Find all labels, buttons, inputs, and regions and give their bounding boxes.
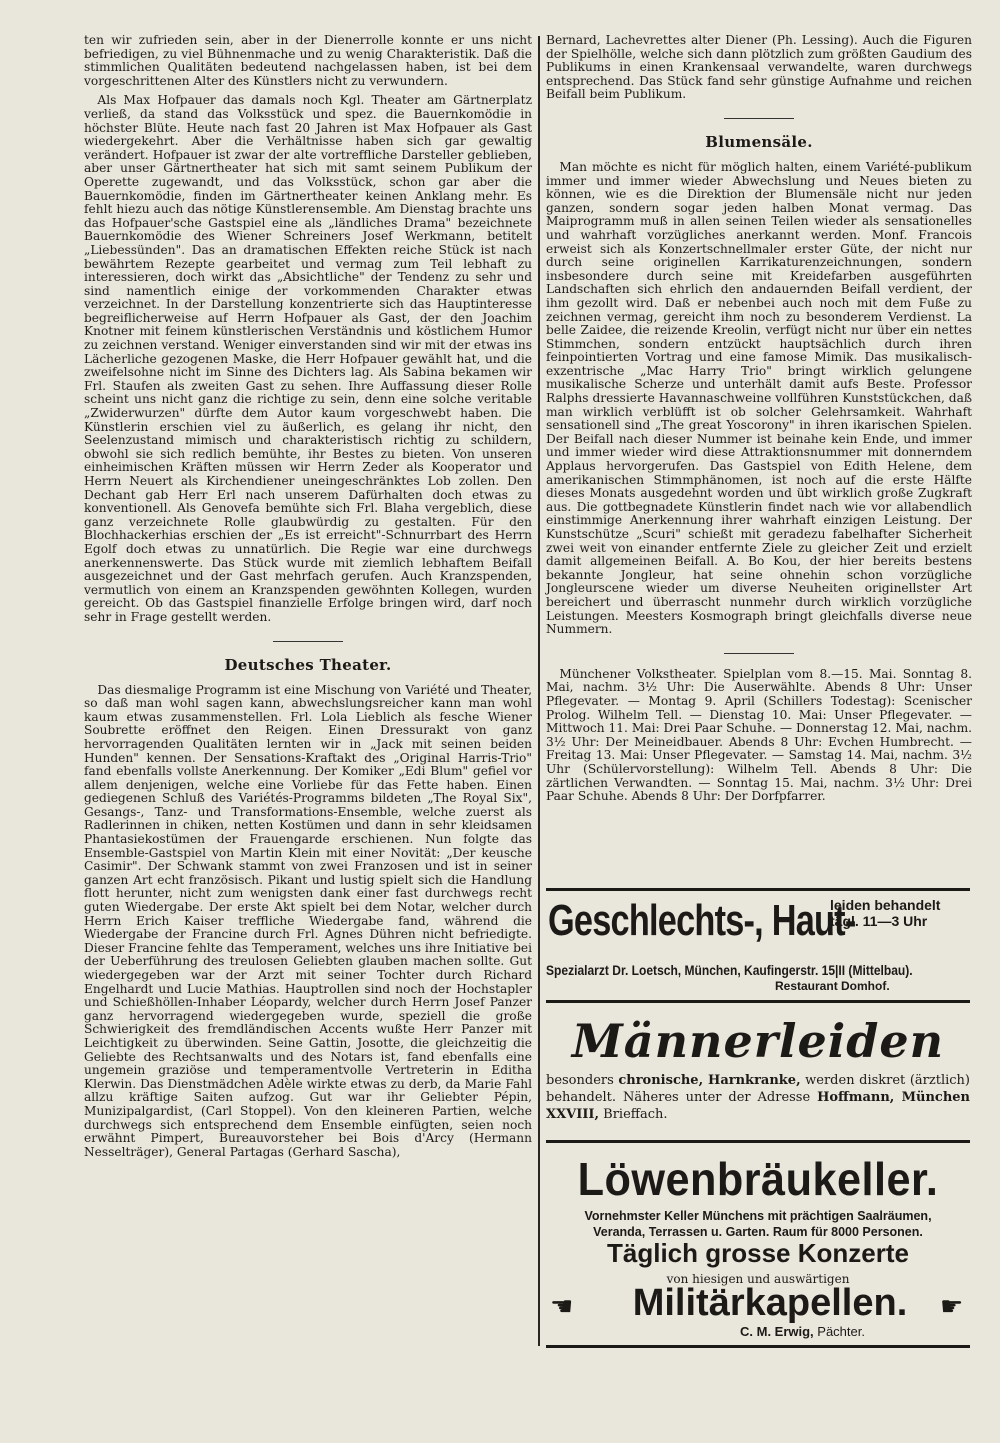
ad-line: Vornehmster Keller Münchens mit prächtigen Saalräumen, bbox=[584, 1209, 932, 1223]
ad-restaurant: Restaurant Domhof. bbox=[775, 979, 890, 993]
ad-signature-role: Pächter. bbox=[813, 1324, 865, 1339]
section-heading: Deutsches Theater. bbox=[224, 655, 392, 674]
column-rule bbox=[538, 36, 540, 1346]
ad-signature bbox=[740, 1324, 865, 1339]
ad-side-line: leiden behandelt bbox=[830, 897, 941, 913]
article-paragraph: ten wir zufrieden sein, aber in der Dienerrolle konnte er uns nicht befriedigen, zu viel Bühnenmache und zu wenig Charakteristik. Daß die stimmlichen Qualitäten bedeutend nachgelassen haben, ist bei dem vorgeschrittenen Alter des Künstlers nicht zu verwundern. bbox=[84, 33, 532, 88]
section-divider bbox=[724, 118, 794, 119]
right-column bbox=[546, 34, 972, 804]
left-column bbox=[84, 34, 532, 1159]
ad-text-part: Brieffach. bbox=[599, 1107, 668, 1122]
ad-title: Männerleiden bbox=[571, 1014, 945, 1068]
ad-line: Veranda, Terrassen u. Garten. Raum für 8000 Personen. bbox=[593, 1225, 923, 1239]
ad-signature-name: C. M. Erwig, bbox=[740, 1324, 814, 1339]
article-paragraph: Bernard, Lachevrettes alter Diener (Ph. Lessing). Auch die Figuren der Spielhölle, welche sich dann plötzlich zum größten Gaudium des Publikums in einen Krankensaal verwandelte, waren durchwegs entsprechend. Das Stück fand sehr günstige Aufnahme und reichen Beifall beim Publikum. bbox=[546, 33, 972, 102]
ad-text bbox=[546, 1072, 970, 1123]
ad-text-bold: Hoffmann, München XXVIII, bbox=[546, 1090, 970, 1122]
article-paragraph: Das diesmalige Programm ist eine Mischung von Variété und Theater, so daß man wohl sagen kann, abwechslungsreicher kann man wohl kaum etwas zusammenstellen. Frl. Lola Lieblich als fesche Wiener Soubrette eröffnet den Reigen. Einen Dressurakt von ganz hervorragenden Qualitäten lernten wir in „Jack mit seinen beiden Hunden" kennen. Der Sensations-Kraftakt des „Original Harris-Trio" fand ebenfalls vollste Anerkennung. Der Komiker „Edi Blum" gefiel vor allem denjenigen, welche eine Vorliebe für das Fette haben. Einen gediegenen Schluß des Variétés-Programms bildeten „The Royal Six", Gesangs-, Tanz- und Transformations-Ensemble, welche zuerst als Radlerinnen in chiken, netten Kostümen und dann in sehr kleidsamen Phantasiekostümen der Frauengarde erschienen. Nun folgte das Ensemble-Gastspiel von Martin Klein mit einer Novität: „Der keusche Casimir". Der Schwank stammt von zwei Franzosen und ist in seiner ganzen Art echt französisch. Pikant und lustig spielt sich die Handlung flott herunter, nicht zum wenigsten dank einer fast durchwegs recht guten Wiedergabe. Der erste Akt spielt bei dem Notar, welcher durch Herrn Erich Kaiser treffliche Wiedergabe fand, während die Wiedergabe der Francine durch Frl. Agnes Dühren nicht befriedigte. Dieser Francine fehlte das Temperament, welches uns ihre Initiative bei der Ueberführung des treulosen Geliebten glauben machen sollte. Gut wiedergegeben war der Arzt mit seiner Tochter durch Richard Engelhardt und Lucie Mathias. Hauptrollen sind noch der Hochstapler und Schießhöllen-Inhaber Léopardy, welcher durch Herrn Josef Panzer ganz hervorragend wiedergegeben wurde, speziell die große Schwierigkeit des fremdländischen Accents wußte Herr Panzer mit Leichtigkeit zu überwinden. Seine Gattin, Josotte, die gleichzeitig die Geliebte des Rechtsanwalts und des Notars ist, fand ebenfalls eine ungemein graziöse und temperamentvolle Vertreterin in Editha Klerwin. Das Dienstmädchen Adèle wirkte etwas zu derb, da Marie Fahl allzu kräftige Saiten aufzog. Gut war ihr Geliebter Pépin, Munizipalgardist, (Carl Stoppel). Von den kleineren Partien, welche durchwegs sich entsprechend dem Ensemble einfügten, seien noch erwähnt Pimpert, Bureauvorsteher bei Bois d'Arcy (Hermann Nesselträger), General Partagas (Gerhard Sascha), bbox=[84, 682, 532, 1159]
article-paragraph: Man möchte es nicht für möglich halten, einem Variété-publikum immer und immer wieder Abwechslung und Neues bieten zu können, wie es die Direktion der Blumensäle nicht nur jeden ganzen, sondern sogar jeden halben Monat vermag. Das Maiprogramm muß in allen seinen Teilen wieder als sensationelles und wahrhaft vorzügliches anerkannt werden. Monf. Francois erweist sich als Konzertschnellmaler erster Güte, der nicht nur durch seine originellen Karrikaturenzeichnungen, sondern insbesondere durch seine mit Kreidefarben ausgeführten Landschaften sich ehrlich den andauernden Beifall verdient, der ihm gezollt wird. Daß er nebenbei auch noch mit dem Fuße zu zeichnen vermag, gereicht ihm noch zu besonderem Verdienst. La belle Zaidee, die reizende Kreolin, verfügt nicht nur über ein nettes Stimmchen, sondern entzückt hauptsächlich durch ihren feinpointierten Vortrag und eine famose Mimik. Das musikalisch-exzentrische „Mac Harry Trio" bringt wirklich gelungene musikalische Scherze und unterhält damit aufs Beste. Professor Ralphs dressierte Havannaschweine vollführen Kunststückchen, daß man wirklich verblüfft ist ob solcher Gelehrsamkeit. Wahrhaft sensationell sind „The great Yoscorony" in ihren ikarischen Spielen. Der Beifall nach dieser Nummer ist beinahe kein Ende, und immer und immer wieder wird diese Attraktionsnummer mit donnerndem Applaus hervorgerufen. Das Gastspiel von Edith Helene, dem amerikanischen Stimmphänomen, ist noch auf die erste Hälfte dieses Monats ausgedehnt worden und übt wirklich große Zugkraft aus. Die gottbegnadete Künstlerin findet nach wie vor allabendlich einstimmige Anerkennung ihrer wahrhaft einzigen Leistung. Der Kunstschütze „Scuri" schießt mit geradezu fabelhafter Sicherheit zwei weit von einander entfernte Ziele zu gleicher Zeit und erzielt damit allgemeinen Beifall. A. Bo Kou, der hier bereits bestens bekannte Jongleur, hat seine ohnehin schon vorzügliche Jongleurscene wieder um diverse Neuheiten originellster Art bereichert und überrascht nunmehr durch wirklich vorzügliche Leistungen. Meesters Kosmograph bringt gleichfalls diverse neue Nummern. bbox=[546, 159, 972, 637]
section-heading: Blumensäle. bbox=[705, 132, 813, 151]
article-paragraph: Münchener Volkstheater. Spielplan vom 8.—15. Mai. Sonntag 8. Mai, nachm. 3½ Uhr: Die Auserwählte. Abends 8 Uhr: Unser Pflegevater. — Montag 9. April (Schillers Todestag): Scenischer Prolog. Wilhelm Tell. — Dienstag 10. Mai: Unser Pflegevater. — Mittwoch 11. Mai: Drei Paar Schuhe. — Donnerstag 12. Mai, nachm. 3½ Uhr: Der Meineidbauer. Abends 8 Uhr: Evchen Humbrecht. — Freitag 13. Mai: Unser Pflegevater. — Samstag 14. Mai, nachm. 3½ Uhr (Schülervorstellung): Wilhelm Tell. Abends 8 Uhr: Die zärtlichen Verwandten. — Sonntag 15. Mai, nachm. 3½ Uhr: Drei Paar Schuhe. Abends 8 Uhr: Der Dorfpfarrer. bbox=[546, 666, 972, 804]
ad-subline: Spezialarzt Dr. Loetsch, München, Kaufingerstr. 15|II (Mittelbau). bbox=[546, 962, 913, 978]
ad-side-text bbox=[830, 897, 970, 929]
ad-militaerkapellen: Militärkapellen. bbox=[632, 1282, 908, 1324]
ad-side-line: tägl. 11—3 Uhr bbox=[830, 913, 928, 929]
pointing-hand-icon: ☛ bbox=[940, 1292, 964, 1322]
ad-text-bold: chronische, Harnkranke, bbox=[618, 1073, 801, 1088]
ad-title: Löwenbräukeller. bbox=[577, 1153, 939, 1205]
ad-border bbox=[546, 1345, 970, 1348]
ad-title: Geschlechts-, Haut- bbox=[548, 896, 856, 945]
ad-text-part: werden diskret (ärztlich) behandelt. Näheres unter der Adresse bbox=[546, 1073, 970, 1105]
ad-von: von hiesigen und auswärtigen bbox=[666, 1272, 850, 1286]
article-paragraph: Als Max Hofpauer das damals noch Kgl. Theater am Gärtnerplatz verließ, da stand das Volksstück und spez. die Bauernkomödie in höchster Blüte. Heute nach fast 20 Jahren ist Max Hofpauer als Gast wiedergekehrt. Aber die Verhältnisse haben sich gar gewaltig verändert. Hofpauer ist zwar der alte vortreffliche Darsteller geblieben, aber unser Gärtnertheater hat sich mit samt seinem Publikum der Operette zugewandt, und das Volksstück, schon gar aber die Bauernkomödie, finden im Gärtnertheater keinen Anklang mehr. Es fehlt hiezu auch das nötige Künstlerensemble. Am Dienstag brachte uns das Hofpauer'sche Gastspiel eine als „ländliches Drama" bezeichnete Bauernkomödie des Wiener Schreiners Josef Werkmann, betitelt „Liebessünden". Das an dramatischen Effekten reiche Stück ist nach bewährtem Rezepte gearbeitet und vermag zum Teil lebhaft zu interessieren, doch wirkt das „Absichtliche" der Tendenz zu sehr und sind namentlich einige der vorkommenden Charakter etwas verzeichnet. In der Darstellung konzentrierte sich das Hauptinteresse begreiflicherweise auf Herrn Hofpauer als Gast, der den Joachim Knotner mit feinem künstlerischen Verständnis und köstlichem Humor zu zeichnen verstand. Weniger einverstanden sind wir mit der etwas ins Lächerliche gezogenen Maske, die Herr Hofpauer gewählt hat, und die zweifelsohne nicht im Sinne des Dichters lag. Als Sabina bekamen wir Frl. Staufen als zweiten Gast zu sehen. Ihre Auffassung dieser Rolle scheint uns nicht ganz die richtige zu sein, denn eine solche veritable „Zwiderwurzen" dürfte dem Autor kaum vorgeschwebt haben. Die Künstlerin erschien viel zu äußerlich, es gelang ihr nicht, den Seelenzustand mimisch und charakteristisch richtig zu schildern, obwohl sie sich redlich bemühte, ihr Bestes zu bieten. Von unseren einheimischen Kräften müssen wir Herrn Zeder als Kooperator und Herrn Neuert als Kirchendiener uneingeschränktes Lob zollen. Den Dechant gab Herr Erl nach unserem Dafürhalten doch etwas zu konventionell. Als Genovefa bemühte sich Frl. Blaha vergeblich, diese ganz verzeichnete Rolle glaubwürdig zu gestalten. Für den Blochhackerhias erschien der „Es ist erreicht"-Schnurrbart des Herrn Egolf doch etwas zu unnatürlich. Die Regie war eine durchwegs anerkennenswerte. Das Stück wurde mit ziemlich lebhaftem Beifall ausgezeichnet und der Gast mehrfach gerufen. Auch Kranzspenden, vermutlich von einem an Kranzspenden gewöhnten Kollegen, wurden gereicht. Ob das Gastspiel finanzielle Erfolge bringen wird, darf noch sehr in Frage gestellt werden. bbox=[84, 93, 532, 624]
ad-konzerte: Täglich grosse Konzerte bbox=[607, 1238, 909, 1268]
ad-border bbox=[546, 1000, 970, 1003]
ad-border bbox=[546, 888, 970, 891]
pointing-hand-icon: ☚ bbox=[550, 1292, 574, 1322]
section-divider bbox=[724, 653, 794, 654]
ad-text-part: besonders bbox=[546, 1073, 619, 1088]
ad-border bbox=[546, 1140, 970, 1143]
section-divider bbox=[273, 641, 343, 642]
